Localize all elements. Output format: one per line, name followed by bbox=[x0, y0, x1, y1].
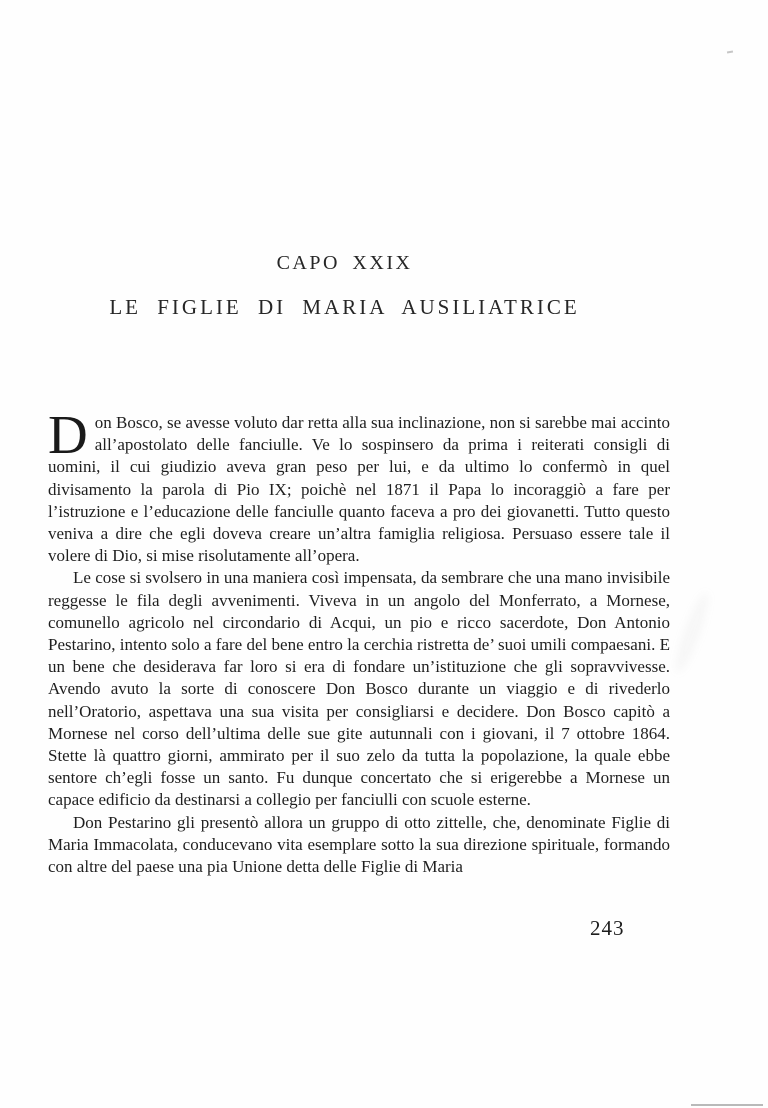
page-title: LE FIGLIE DI MARIA AUSILIATRICE bbox=[109, 295, 580, 319]
scan-smudge-artifact bbox=[670, 590, 714, 675]
paragraph-second: Le cose si svolsero in una maniera così impensata, da sembrare che una mano invisibile reggesse le fila degli avvenimenti. Viveva in un angolo del Monferrato, a Mornese, comunello agricolo nel circondario di Acqui, un pio e ricco sacerdote, Don Antonio Pestarino, intento solo a fare del bene entro la cerchia ristretta de’ suoi umili compaesani. E un bene che desiderava far loro si era di fondare un’istituzione che gli sopravvivesse. Avendo avuto la sorte di conoscere Don Bosco durante un viaggio e di rivederlo nell’Oratorio, aspettava una sua visita per consigliarsi e decidere. Don Bosco capitò a Mornese nel corso dell’ultima delle sue gite autunnali con i giovani, il 7 ottobre 1864. Stette là quattro giorni, ammirato per il suo zelo da tutta la popolazione, la quale ebbe sentore ch’egli fosse un santo. Fu dunque concertato che si erigerebbe a Mornese un capace edificio da destinarsi a collegio per fanciulli con scuole esterne. bbox=[48, 568, 670, 810]
dropcap-letter: D bbox=[48, 404, 88, 465]
paragraph-opening-text: on Bosco, se avesse voluto dar retta alla sua inclinazione, non si sarebbe mai accinto all’apostolato delle fanciulle. Ve lo sospinsero da prima i reiterati consigli di uomini, il cui giudizio aveva gran peso per lui, e da ultimo lo confermò in quel divisamento la parola di Pio IX; poichè nel 1871 il Papa lo incoraggiò a fare per l’istruzione e l’educazione delle fanciulle quanto faceva a pro dei giovanetti. Tutto questo veniva a dire che egli doveva creare un’altra famiglia religiosa. Persuaso essere tale il volere di Dio, si mise risolutamente all’opera. bbox=[48, 413, 670, 566]
chapter-heading: CAPO XXIX bbox=[276, 252, 413, 274]
paragraph-opening bbox=[48, 404, 670, 567]
scan-mark-artifact bbox=[727, 50, 733, 53]
paragraph-third: Don Pestarino gli presentò allora un gruppo di otto zittelle, che, denominate Figlie di Maria Immacolata, conducevano vita esemplare sotto la sua direzione spirituale, formando con altre del paese una pia Unione detta delle Figlie di Maria bbox=[48, 812, 670, 877]
page-number: 243 bbox=[590, 916, 625, 940]
scan-line-artifact bbox=[691, 1104, 763, 1106]
body-text bbox=[48, 404, 670, 878]
